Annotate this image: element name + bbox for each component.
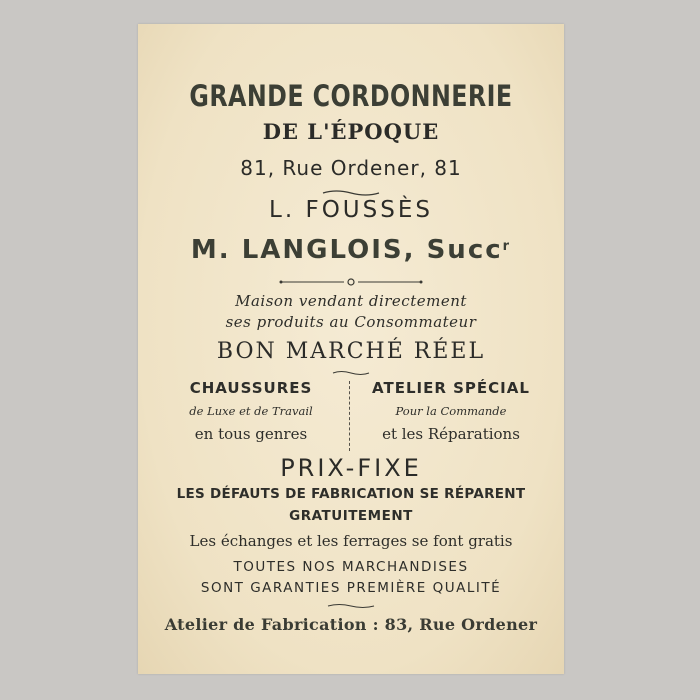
fixed-price-heading: PRIX-FIXE: [280, 454, 422, 482]
column-divider: [349, 381, 350, 451]
shoes-subheading: de Luxe et de Travail: [189, 404, 313, 418]
successor-text: M. LANGLOIS, Succ: [190, 235, 503, 265]
workshop-subheading: Pour la Commande: [395, 404, 507, 418]
shoes-heading: CHAUSSURES: [189, 379, 313, 397]
shop-address: 81, Rue Ordener, 81: [240, 156, 462, 180]
defects-line-1: LES DÉFAUTS DE FABRICATION SE RÉPARENT: [176, 486, 526, 502]
slogan: BON MARCHÉ RÉEL: [216, 339, 486, 364]
card-subtitle: DE L'ÉPOQUE: [262, 119, 440, 144]
workshop-address: Atelier de Fabrication : 83, Rue Ordener: [164, 615, 538, 634]
exchanges-note: Les échanges et les ferrages se font gratis: [189, 532, 513, 550]
guarantee-line-2: SONT GARANTIES PREMIÈRE QUALITÉ: [200, 580, 502, 596]
ornament-divider: [138, 602, 564, 612]
successor-name: [138, 235, 564, 265]
trade-card: [138, 24, 564, 674]
card-title: GRANDE CORDONNERIE: [189, 79, 513, 113]
shoes-description: en tous genres: [194, 425, 308, 443]
owner-name: L. FOUSSÈS: [269, 197, 433, 223]
workshop-heading: ATELIER SPÉCIAL: [372, 379, 530, 397]
services-columns: [138, 379, 564, 454]
ornament-divider: [138, 276, 564, 286]
tagline-line-2: ses produits au Consommateur: [225, 313, 477, 331]
defects-line-2: GRATUITEMENT: [289, 508, 413, 524]
successor-superscript: r: [502, 239, 512, 254]
workshop-description: et les Réparations: [382, 425, 520, 443]
ornament-divider: [138, 369, 564, 379]
guarantee-line-1: TOUTES NOS MARCHANDISES: [233, 559, 469, 575]
tagline-line-1: Maison vendant directement: [235, 292, 467, 310]
